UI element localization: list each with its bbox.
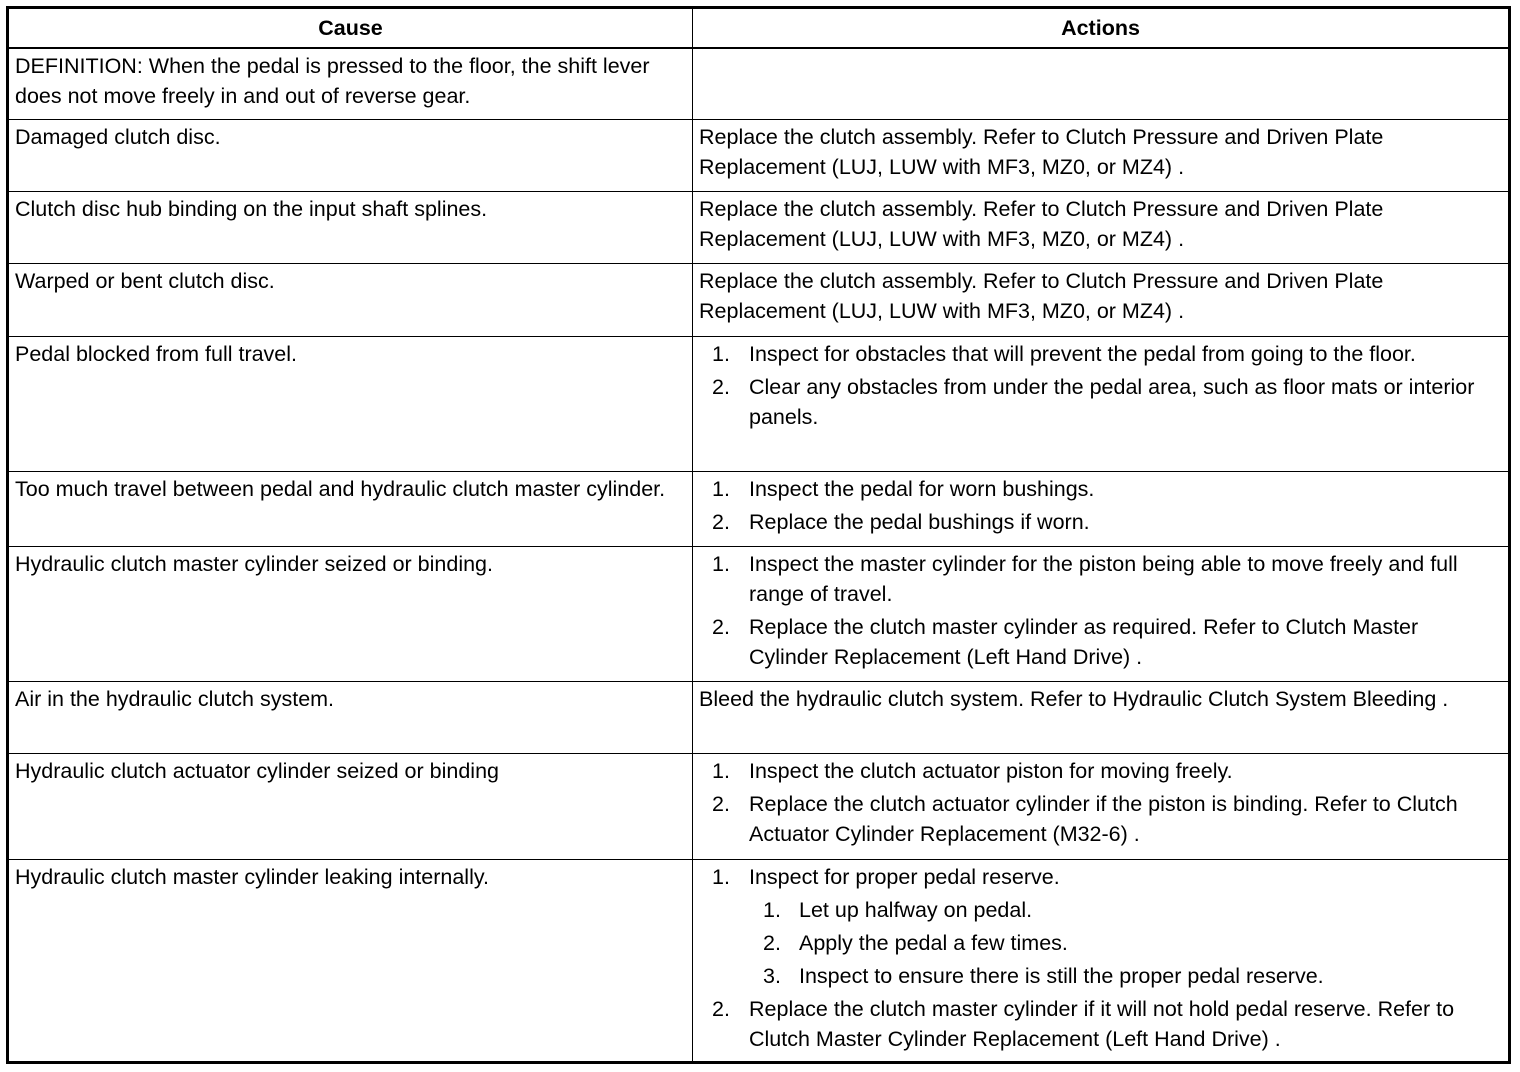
step-item <box>699 756 1501 786</box>
action-cell <box>693 754 1510 859</box>
step-number: 1. <box>712 759 730 784</box>
cause-cell: Too much travel between pedal and hydraulic clutch master cylinder. <box>8 471 693 546</box>
step-text: Inspect the clutch actuator piston for moving freely. <box>749 759 1233 784</box>
step-number: 1. <box>712 341 730 366</box>
action-cell: Replace the clutch assembly. Refer to Clutch Pressure and Driven Plate Replacement (LUJ, LUW with MF3, MZ0, or MZ4) . <box>693 120 1510 192</box>
step-text: Inspect for proper pedal reserve. <box>749 864 1060 889</box>
step-text: Replace the clutch actuator cylinder if the piston is binding. Refer to Clutch Actuator Cylinder Replacement (M32-6) . <box>749 792 1458 847</box>
substep-text: Apply the pedal a few times. <box>799 930 1068 955</box>
step-text: Inspect for obstacles that will prevent the pedal from going to the floor. <box>749 341 1416 366</box>
table-row <box>8 48 1510 120</box>
action-cell <box>693 859 1510 1062</box>
cause-cell: Hydraulic clutch master cylinder leaking internally. <box>8 859 693 1062</box>
step-number: 2. <box>712 509 730 534</box>
step-number: 1. <box>712 864 730 889</box>
cause-cell: Hydraulic clutch actuator cylinder seized or binding <box>8 754 693 859</box>
cause-cell: Clutch disc hub binding on the input shaft splines. <box>8 192 693 264</box>
action-cell <box>693 546 1510 681</box>
step-number: 2. <box>712 996 730 1021</box>
step-text: Clear any obstacles from under the pedal area, such as floor mats or interior panels. <box>749 374 1475 429</box>
substep-list <box>749 895 1501 991</box>
table-row <box>8 120 1510 192</box>
action-cell: Replace the clutch assembly. Refer to Clutch Pressure and Driven Plate Replacement (LUJ, LUW with MF3, MZ0, or MZ4) . <box>693 192 1510 264</box>
step-item <box>699 549 1501 609</box>
step-list <box>699 549 1501 672</box>
substep-item <box>749 895 1501 925</box>
table-row <box>8 546 1510 681</box>
action-cell: Bleed the hydraulic clutch system. Refer to Hydraulic Clutch System Bleeding . <box>693 682 1510 754</box>
cause-cell: DEFINITION: When the pedal is pressed to the floor, the shift lever does not move freely in and out of reverse gear. <box>8 48 693 120</box>
step-text: Inspect the pedal for worn bushings. <box>749 476 1095 501</box>
substep-number: 1. <box>763 897 781 922</box>
step-list <box>699 756 1501 849</box>
cause-cell: Air in the hydraulic clutch system. <box>8 682 693 754</box>
action-cell: Replace the clutch assembly. Refer to Clutch Pressure and Driven Plate Replacement (LUJ, LUW with MF3, MZ0, or MZ4) . <box>693 264 1510 336</box>
cause-cell: Hydraulic clutch master cylinder seized or binding. <box>8 546 693 681</box>
step-list <box>699 474 1501 537</box>
substep-number: 2. <box>763 930 781 955</box>
step-number: 2. <box>712 374 730 399</box>
actions-column-header: Actions <box>693 8 1510 48</box>
substep-text: Let up halfway on pedal. <box>799 897 1033 922</box>
table-row <box>8 754 1510 859</box>
step-item <box>699 474 1501 504</box>
step-text: Replace the pedal bushings if worn. <box>749 509 1090 534</box>
step-item <box>699 612 1501 672</box>
step-text: Replace the clutch master cylinder if it will not hold pedal reserve. Refer to Clutch Master Cylinder Replacement (Left Hand Drive) . <box>749 996 1455 1051</box>
step-text: Inspect the master cylinder for the piston being able to move freely and full range of travel. <box>749 551 1458 606</box>
step-text: Replace the clutch master cylinder as required. Refer to Clutch Master Cylinder Replacement (Left Hand Drive) . <box>749 614 1419 669</box>
cause-cell: Warped or bent clutch disc. <box>8 264 693 336</box>
table-row <box>8 471 1510 546</box>
step-list <box>699 862 1501 1054</box>
cause-cell: Pedal blocked from full travel. <box>8 336 693 471</box>
substep-number: 3. <box>763 963 781 988</box>
table-row <box>8 264 1510 336</box>
action-cell <box>693 471 1510 546</box>
step-item <box>699 372 1501 432</box>
step-number: 2. <box>712 614 730 639</box>
substep-item <box>749 961 1501 991</box>
substep-text: Inspect to ensure there is still the proper pedal reserve. <box>799 963 1324 988</box>
step-number: 2. <box>712 792 730 817</box>
cause-column-header: Cause <box>8 8 693 48</box>
table-row <box>8 859 1510 1062</box>
step-list <box>699 339 1501 432</box>
step-item <box>699 507 1501 537</box>
action-cell <box>693 336 1510 471</box>
action-cell <box>693 48 1510 120</box>
table-row <box>8 192 1510 264</box>
table-row <box>8 682 1510 754</box>
step-item <box>699 862 1501 991</box>
diagnostic-table <box>6 6 1511 1064</box>
step-item <box>699 339 1501 369</box>
step-number: 1. <box>712 551 730 576</box>
table-row <box>8 336 1510 471</box>
step-number: 1. <box>712 476 730 501</box>
step-item <box>699 789 1501 849</box>
header-row <box>8 8 1510 48</box>
substep-item <box>749 928 1501 958</box>
cause-cell: Damaged clutch disc. <box>8 120 693 192</box>
step-item <box>699 994 1501 1054</box>
